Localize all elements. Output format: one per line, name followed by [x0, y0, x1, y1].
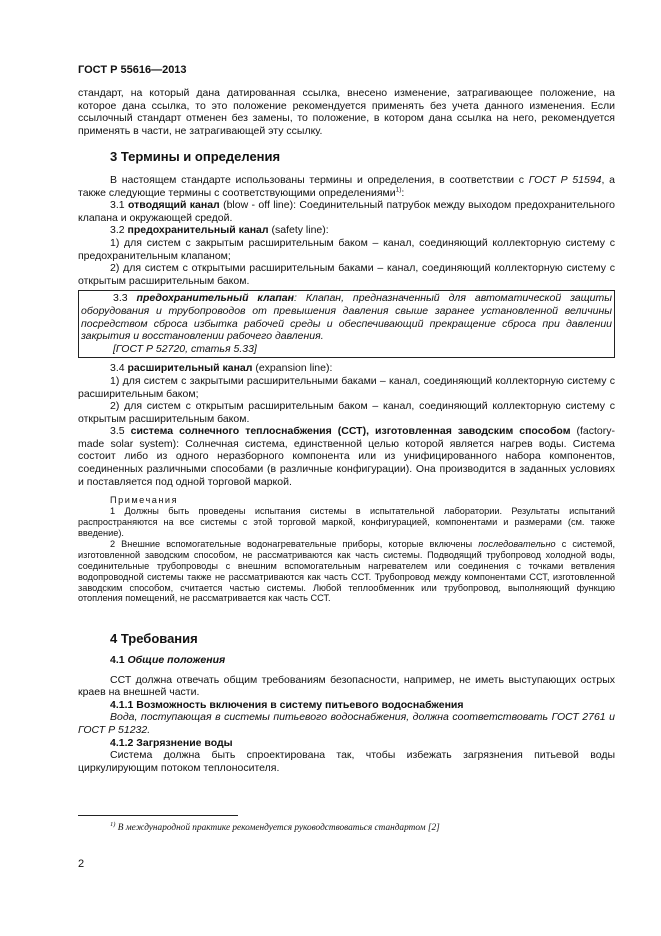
intro-paragraph: стандарт, на который дана датированная ссылка, внесено изменение, затрагивающее положение, на которое дана ссылка, то это положение рекомендуется применять без учета данного изменения. Если ссылочный стандарт отменен без замены, то положение, в котором дана ссылка на него, рекомендуется применять в части, не затрагивающей эту ссылку.: [78, 87, 615, 137]
section-4: [78, 631, 615, 774]
subsection-4-1-title: 4.1 Общие положения: [110, 654, 226, 666]
term-3-4-item-1: 1) для систем с закрытыми расширительными баками – канал, соединяющий коллекторную систему с расширительным баком;: [78, 374, 615, 400]
document-header: ГОСТ Р 55616—2013: [78, 64, 187, 76]
gost-51594-ref: ГОСТ Р 51594: [528, 174, 602, 186]
term-3-2-item-1: 1) для систем с закрытым расширительным баком – канал, соединяющий коллекторную систему с предохранительным клапаном;: [78, 236, 615, 262]
term-3-4: 3.4 расширительный канал (expansion line):: [110, 362, 333, 375]
subsection-4-1-2-title: 4.1.2 Загрязнение воды: [110, 736, 233, 749]
term-3-2-item-2: 2) для систем с открытыми расширительным баками – канал, соединяющий коллекторную систему с открытым расширительным баком.: [78, 262, 615, 287]
footnote: $^{1)}$ В международной практике рекомендуется руководствоваться стандартом [2]: [110, 820, 440, 833]
section-4-title: 4 Требования: [110, 631, 198, 646]
term-3-1: 3.1 отводящий канал (blow - off line): Соединительный патрубок между выходом предохранительного клапана и окружающей средой.: [78, 199, 616, 224]
intro-block: [78, 87, 615, 137]
term-3-2: 3.2 предохранительный канал (safety line):: [110, 224, 329, 237]
note-2: 2 Внешние вспомогательные водонагревательные приборы, которые включены последовательно с системой, изготовленной заводским способом, не рассматриваются как часть системы. Подводящий трубопровод холодной воды, соединительные трубопроводы с внешним вспомогательным нагревателем или соединения с точками ветвления водопроводной системы также не рассматриваются как часть ССТ. Трубопровод между компонентами ССТ, изготовленной заводским способом, считается частью системы. Любой теплообменник или трубопровод, выполняющий функцию отопления помещений, не рассматривается как часть ССТ.: [78, 538, 615, 604]
section-3-intro: В настоящем стандарте использованы термины и определения, в соответствии с ГОСТ Р 51594, а также следующие термины с соответствующими определениями$^{1)}$:: [78, 174, 616, 199]
section-3-title: 3 Термины и определения: [110, 149, 281, 164]
footnote-marker: 1): [395, 186, 402, 194]
footnote-divider: [78, 815, 238, 816]
notes-block: [78, 495, 615, 604]
notes-title: Примечания: [110, 495, 179, 506]
term-3-5: 3.5 система солнечного теплоснабжения (ССТ), изготовленная заводским способом (factory-made solar system): Солнечная система, единственной целью которой является нагрев воды. Система состоит либо из одного неразборного компонента или из унифицированного набора компонентов, соединенных различными способами (в различные конфигурации). Она производится в заданных условиях и поставляется под одной торговой маркой.: [78, 425, 616, 488]
section-3: [78, 149, 615, 604]
term-3-3-box: [78, 290, 615, 358]
term-3-4-item-2: 2) для систем с открытым расширительным баком – канал, соединяющий коллекторную систему с открытым расширительным баком.: [78, 400, 615, 425]
term-3-3: 3.3 предохранительный клапан: Клапан, предназначенный для автоматической защиты оборудования и трубопроводов от превышения давления свыше заранее установленной величины посредством сброса избытка рабочей среды и обеспечивающий прекращение сброса при давлении закрытия и восстановлении рабочего давления.: [81, 292, 612, 343]
subsection-4-1-2-text: Система должна быть спроектирована так, чтобы избежать загрязнения питьевой воды циркулирующим потоком теплоносителя.: [78, 749, 615, 774]
subsection-4-1-1-text: Вода, поступающая в системы питьевого водоснабжения, должна соответствовать ГОСТ 2761 и ГОСТ Р 51232.: [78, 711, 615, 736]
subsection-4-1-1-title: 4.1.1 Возможность включения в систему питьевого водоснабжения: [110, 698, 464, 711]
page-number: 2: [78, 858, 85, 870]
term-3-3-reference: [ГОСТ Р 52720, статья 5.33]: [113, 342, 257, 355]
note-1: 1 Должны быть проведены испытания системы в испытательной лаборатории. Результаты испытаний распространяются на все системы с этой торговой маркой, конфигурацией, компонентами и размерами (см. также введение).: [78, 506, 615, 538]
subsection-4-1-text: ССТ должна отвечать общим требованиям безопасности, например, не иметь выступающих острых краев на внешней части.: [78, 673, 615, 699]
